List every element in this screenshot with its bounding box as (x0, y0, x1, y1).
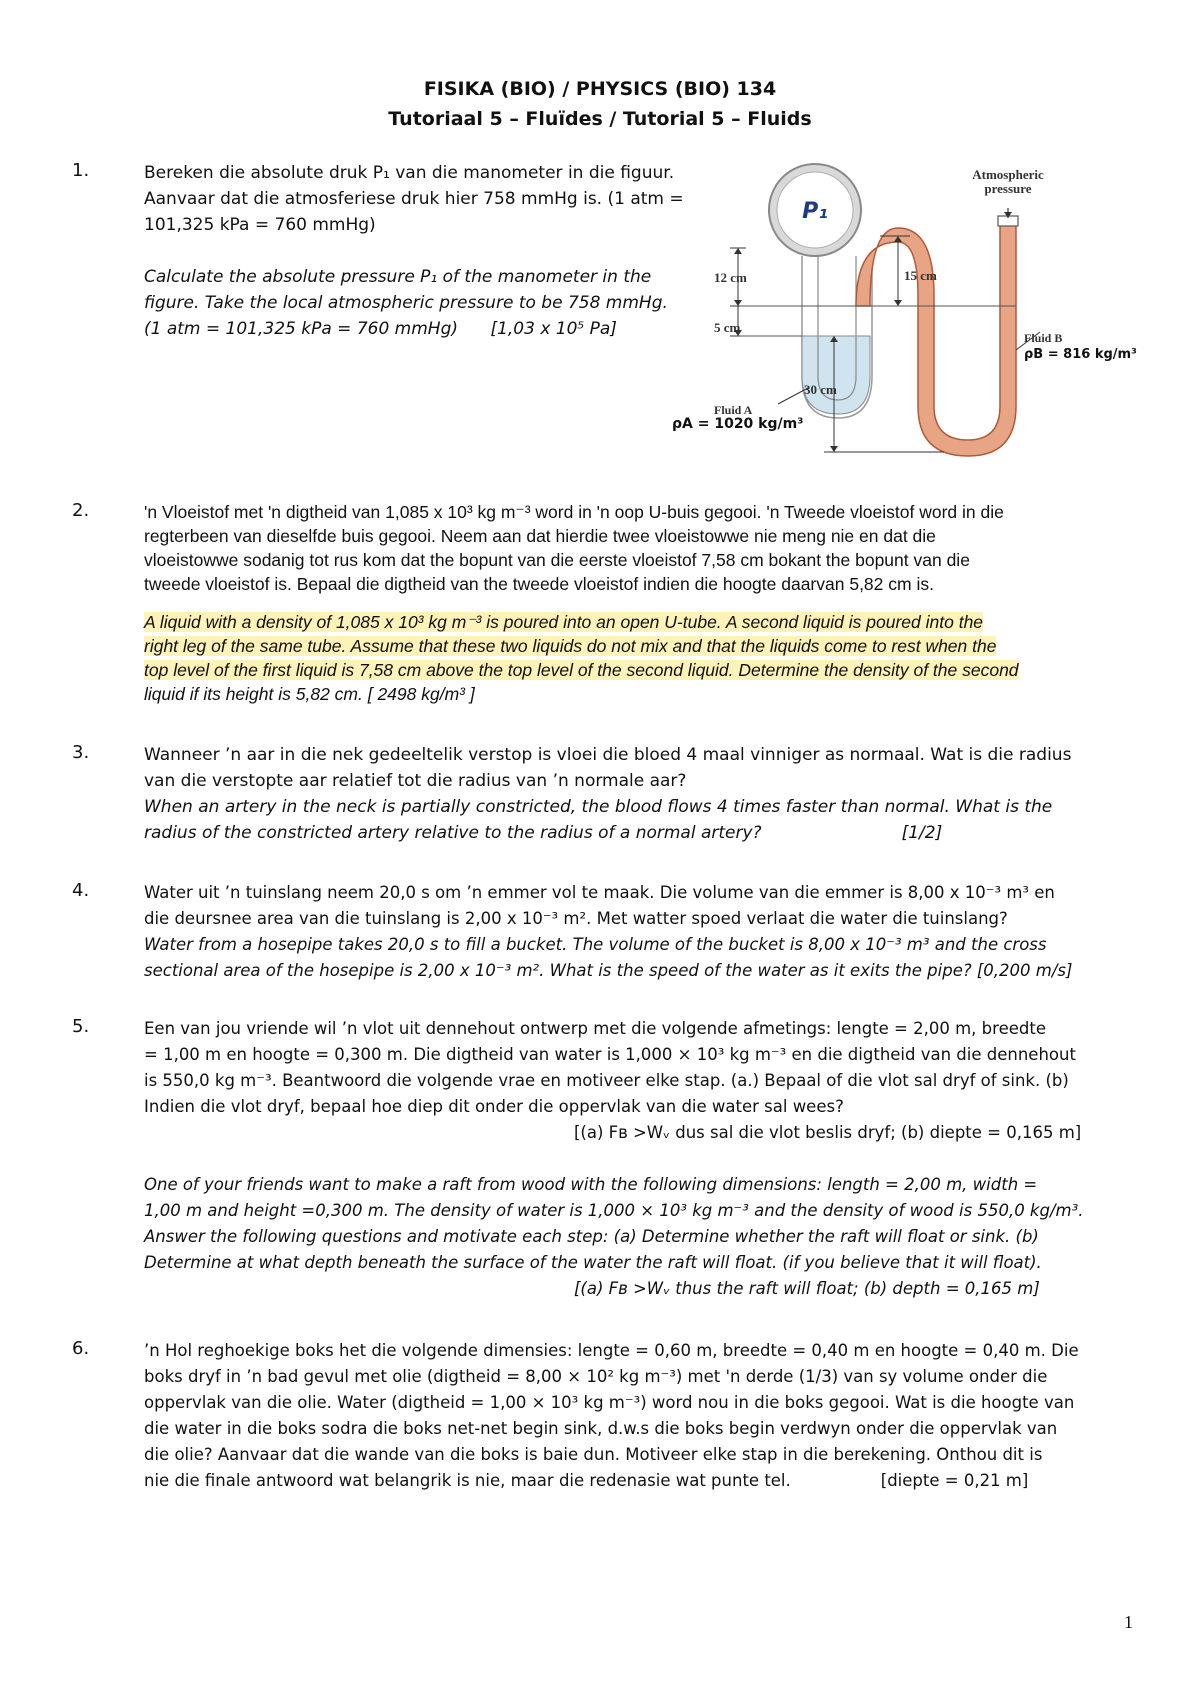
question-6-af-line: ’n Hol reghoekige boks het die volgende dimensies: lengte = 0,60 m, breedte = 0,40 m en hoogte = 0,40 m. Die (144, 1341, 1079, 1360)
document-subtitle: Tutoriaal 5 – Fluïdes / Tutorial 5 – Fluids (388, 108, 812, 130)
question-5-af-line: Een van jou vriende wil ’n vlot uit dennehout ontwerp met die volgende afmetings: lengte = 2,00 m, breedte (144, 1019, 1046, 1038)
question-number: 2. (72, 500, 90, 521)
question-4-en-line: sectional area of the hosepipe is 2,00 x 10⁻³ m². What is the speed of the water as it exits the pipe? [0,200 m/s] (144, 961, 1073, 980)
fluid-b-density: ρB = 816 kg/m³ (1024, 347, 1137, 362)
question-5-en-answer: [(a) Fʙ >Wᵥ thus the raft will float; (b) depth = 0,165 m] (574, 1279, 1040, 1298)
gauge-label: P₁ (802, 199, 828, 224)
document-title: FISIKA (BIO) / PHYSICS (BIO) 134 (423, 78, 777, 100)
question-6-af-line: nie die finale antwoord wat belangrik is nie, maar die redenasie wat punte tel. (144, 1471, 791, 1490)
question-2-en-line: top level of the first liquid is 7,58 cm above the top level of the second liquid. Determine the density of the second (144, 660, 1019, 680)
fluid-b-region (856, 224, 1016, 456)
question-2-en-line: A liquid with a density of 1,085 x 10³ kg m⁻³ is poured into an open U-tube. A second liquid is poured into the (144, 612, 984, 632)
question-6-af-line: die olie? Aanvaar dat die wande van die boks is baie dun. Motiveer elke stap in die berekening. Onthou dit is (144, 1445, 1043, 1464)
dimension-label-5cm: 5 cm (714, 320, 741, 335)
question-3-af-line: Wanneer ’n aar in die nek gedeeltelik verstop is vloei die bloed 4 maal vinniger as normaal. Wat is die radius (144, 745, 1072, 765)
question-5-en-line: Determine at what depth beneath the surface of the water the raft will float. (if you believe that it will float). (144, 1253, 1042, 1272)
question-number: 4. (72, 880, 90, 901)
question-6 (144, 1338, 1144, 1494)
question-5-af-line: is 550,0 kg m⁻³. Beantwoord die volgende vrae en motiveer elke stap. (a.) Bepaal of die vlot sal dryf of sink. (b) (144, 1071, 1069, 1090)
dimension-label-30cm: 30 cm (804, 382, 837, 397)
question-6-af-line: oppervlak van die olie. Water (digtheid = 1,00 × 10³ kg m⁻³) word nou in die boks gegooi. Wat is die hoogte van (144, 1393, 1075, 1412)
dimension-label-15cm: 15 cm (904, 268, 937, 283)
question-2-af-line: 'n Vloeistof met 'n digtheid van 1,085 x 10³ kg m⁻³ word in 'n oop U-buis gegooi. 'n Tweede vloeistof word in die (144, 502, 1004, 522)
question-3-af-line: van die verstopte aar relatief tot die radius van ’n normale aar? (144, 771, 687, 791)
question-1 (144, 160, 724, 342)
question-number: 1. (72, 160, 90, 181)
question-4-af-line: Water uit ’n tuinslang neem 20,0 s om ’n emmer vol te maak. Die volume van die emmer is 8,00 x 10⁻³ m³ en (144, 883, 1055, 902)
dimension-label-12cm: 12 cm (714, 270, 747, 285)
question-3-en-line: When an artery in the neck is partially constricted, the blood flows 4 times faster than normal. What is the (144, 797, 1053, 817)
question-4-af-line: die deursnee area van die tuinslang is 2,00 x 10⁻³ m². Met watter spoed verlaat die water die tuinslang? (144, 909, 1008, 928)
atmospheric-label: Atmospheric (972, 167, 1044, 182)
svg-text:pressure: pressure (984, 181, 1032, 196)
question-5-en-line: 1,00 m and height =0,300 m. The density of water is 1,000 × 10³ kg m⁻³ and the density of wood is 550,0 kg/m³. (144, 1201, 1084, 1220)
question-2-af-line: tweede vloeistof is. Bepaal die digtheid van the tweede vloeistof indien die hoogte daarvan 5,82 cm is. (144, 574, 934, 594)
question-5-af-answer: [(a) Fʙ >Wᵥ dus sal die vlot beslis dryf; (b) diepte = 0,165 m] (574, 1123, 1082, 1142)
question-2-af-line: regterbeen van dieselfde buis gegooi. Neem aan dat hierdie twee vloeistowwe nie meng nie en dat die (144, 526, 936, 546)
manometer-figure (672, 156, 1137, 496)
question-1-af-line: 101,325 kPa = 760 mmHg) (144, 215, 376, 235)
question-4 (144, 880, 1154, 984)
fluid-a-label: Fluid A (714, 403, 753, 417)
question-1-en-line: (1 atm = 101,325 kPa = 760 mmHg) (144, 319, 458, 339)
question-5-en-line: One of your friends want to make a raft from wood with the following dimensions: length = 2,00 m, width = (144, 1175, 1038, 1194)
question-6-answer: [diepte = 0,21 m] (880, 1471, 1029, 1490)
question-6-af-line: boks dryf in ’n bad gevul met olie (digtheid = 8,00 × 10² kg m⁻³) met 'n derde (1/3) van sy volume onder die (144, 1367, 1048, 1386)
question-3-en-line: radius of the constricted artery relative to the radius of a normal artery? (144, 823, 762, 843)
question-5 (144, 1016, 1134, 1302)
question-2-en-line: liquid if its height is 5,82 cm. [ 2498 kg/m³ ] (144, 684, 475, 704)
question-number: 6. (72, 1338, 90, 1359)
fluid-b-label: Fluid B (1024, 331, 1063, 345)
question-number: 3. (72, 742, 90, 763)
question-1-en-line: Calculate the absolute pressure P₁ of the manometer in the (144, 267, 652, 287)
question-1-af-line: Bereken die absolute druk P₁ van die manometer in die figuur. (144, 163, 675, 183)
question-5-af-line: Indien die vlot dryf, bepaal hoe diep dit onder die oppervlak van die water sal wees? (144, 1097, 844, 1116)
question-6-af-line: die water in die boks sodra die boks net-net begin sink, d.w.s die boks begin verdwyn onder die oppervlak van (144, 1419, 1058, 1438)
fluid-a-region (802, 336, 870, 414)
question-3-answer: [1/2] (901, 823, 943, 843)
question-1-answer: [1,03 x 10⁵ Pa] (490, 319, 617, 339)
question-number: 5. (72, 1016, 90, 1037)
question-2-af-line: vloeistowwe sodanig tot rus kom dat the bopunt van die eerste vloeistof 7,58 cm bokant the bopunt van die (144, 550, 970, 570)
question-5-af-line: = 1,00 m en hoogte = 0,300 m. Die digtheid van water is 1,000 × 10³ kg m⁻³ en die digtheid van die dennehout (144, 1045, 1076, 1064)
question-4-en-line: Water from a hosepipe takes 20,0 s to fill a bucket. The volume of the bucket is 8,00 x 10⁻³ m³ and the cross (144, 935, 1047, 954)
fluid-a-density: ρA = 1020 kg/m³ (672, 416, 804, 432)
question-5-en-line: Answer the following questions and motivate each step: (a) Determine whether the raft will float or sink. (b) (144, 1227, 1039, 1246)
question-1-en-line: figure. Take the local atmospheric pressure to be 758 mmHg. (144, 293, 668, 313)
question-1-af-line: Aanvaar dat die atmosferiese druk hier 758 mmHg is. (1 atm = (144, 189, 684, 209)
question-2-en-line: right leg of the same tube. Assume that these two liquids do not mix and that the liquids come to rest when the (144, 636, 997, 656)
page-number: 1 (1124, 1612, 1133, 1632)
question-3 (144, 742, 1134, 846)
question-2 (144, 500, 1134, 706)
